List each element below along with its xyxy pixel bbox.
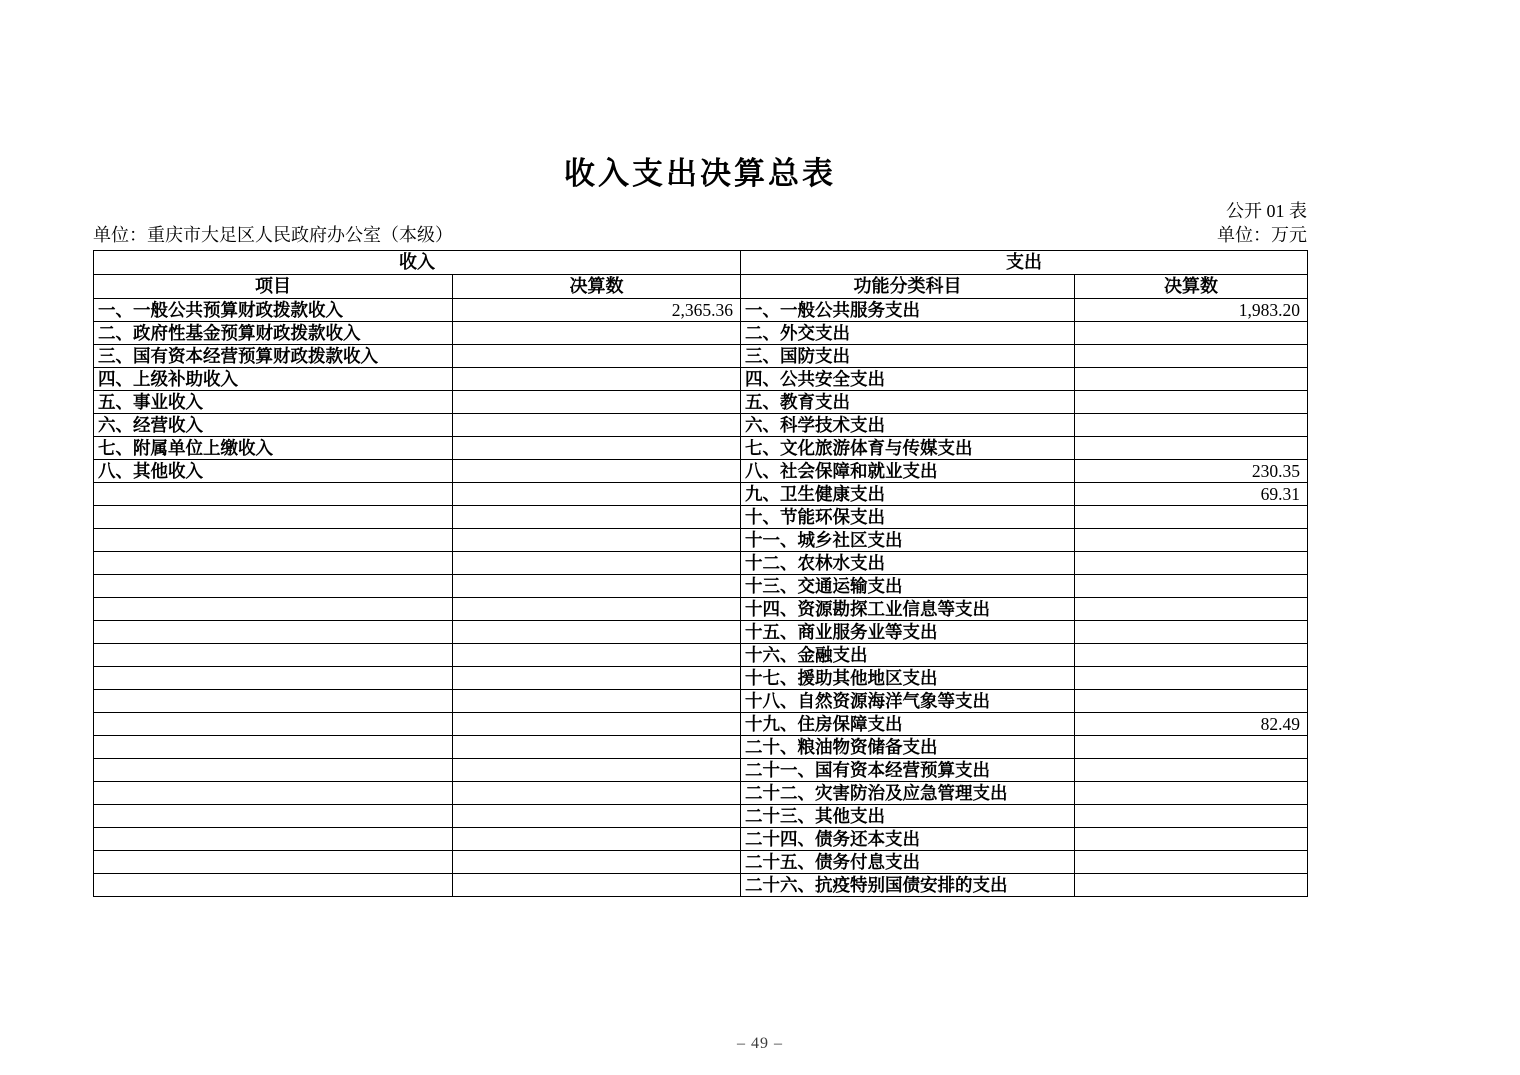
revenue-amount-cell (453, 505, 741, 528)
revenue-amount-cell (453, 873, 741, 896)
revenue-amount-cell (453, 367, 741, 390)
revenue-item-cell (94, 620, 453, 643)
expenditure-amount-cell (1075, 436, 1308, 459)
revenue-amount-cell (453, 643, 741, 666)
expenditure-item-cell: 一、一般公共服务支出 (741, 298, 1075, 321)
expenditure-item-cell: 二十三、其他支出 (741, 804, 1075, 827)
revenue-amount-cell (453, 413, 741, 436)
table-row (94, 482, 1308, 505)
expenditure-amount-cell (1075, 873, 1308, 896)
table-row (94, 804, 1308, 827)
revenue-item-cell (94, 505, 453, 528)
revenue-item-cell (94, 873, 453, 896)
expenditure-amount-cell: 1,983.20 (1075, 298, 1308, 321)
expenditure-item-cell: 十五、商业服务业等支出 (741, 620, 1075, 643)
revenue-item-cell (94, 574, 453, 597)
revenue-amount-cell (453, 321, 741, 344)
column-header-expenditure-item: 功能分类科目 (741, 274, 1075, 298)
expenditure-item-cell: 十三、交通运输支出 (741, 574, 1075, 597)
expenditure-amount-cell (1075, 574, 1308, 597)
revenue-amount-cell (453, 620, 741, 643)
expenditure-amount-cell (1075, 597, 1308, 620)
expenditure-item-cell: 三、国防支出 (741, 344, 1075, 367)
revenue-item-cell: 六、经营收入 (94, 413, 453, 436)
expenditure-item-cell: 十九、住房保障支出 (741, 712, 1075, 735)
expenditure-amount-cell (1075, 505, 1308, 528)
expenditure-item-cell: 十一、城乡社区支出 (741, 528, 1075, 551)
document-content (93, 0, 1307, 897)
column-header-revenue-amount: 决算数 (453, 274, 741, 298)
revenue-amount-cell (453, 758, 741, 781)
expenditure-item-cell: 二十六、抗疫特别国债安排的支出 (741, 873, 1075, 896)
expenditure-amount-cell (1075, 367, 1308, 390)
expenditure-amount-cell (1075, 804, 1308, 827)
expenditure-item-cell: 四、公共安全支出 (741, 367, 1075, 390)
page-number: – 49 – (737, 1035, 783, 1052)
expenditure-item-cell: 十、节能环保支出 (741, 505, 1075, 528)
table-row (94, 827, 1308, 850)
revenue-amount-cell (453, 344, 741, 367)
revenue-amount-cell (453, 436, 741, 459)
table-row (94, 298, 1308, 321)
table-row (94, 551, 1308, 574)
revenue-item-cell: 五、事业收入 (94, 390, 453, 413)
revenue-amount-cell (453, 850, 741, 873)
revenue-amount-cell (453, 574, 741, 597)
revenue-amount-cell (453, 735, 741, 758)
expenditure-amount-cell (1075, 643, 1308, 666)
revenue-item-cell (94, 850, 453, 873)
revenue-item-cell (94, 781, 453, 804)
revenue-item-cell: 七、附属单位上缴收入 (94, 436, 453, 459)
table-row (94, 390, 1308, 413)
table-row (94, 620, 1308, 643)
table-body (94, 298, 1308, 896)
expenditure-item-cell: 十六、金融支出 (741, 643, 1075, 666)
table-row (94, 643, 1308, 666)
table-row (94, 873, 1308, 896)
revenue-item-cell: 四、上级补助收入 (94, 367, 453, 390)
expenditure-amount-cell (1075, 850, 1308, 873)
expenditure-item-cell: 八、社会保障和就业支出 (741, 459, 1075, 482)
expenditure-amount-cell (1075, 390, 1308, 413)
table-row (94, 712, 1308, 735)
expenditure-item-cell: 二十、粮油物资储备支出 (741, 735, 1075, 758)
revenue-item-cell (94, 666, 453, 689)
revenue-amount-cell (453, 597, 741, 620)
expenditure-item-cell: 十七、援助其他地区支出 (741, 666, 1075, 689)
table-row (94, 689, 1308, 712)
expenditure-section-header: 支出 (741, 250, 1308, 274)
revenue-amount-cell (453, 551, 741, 574)
expenditure-item-cell: 七、文化旅游体育与传媒支出 (741, 436, 1075, 459)
revenue-item-cell (94, 482, 453, 505)
revenue-item-cell (94, 551, 453, 574)
expenditure-amount-cell (1075, 620, 1308, 643)
page-title: 收入支出决算总表 (564, 156, 836, 191)
expenditure-item-cell: 十二、农林水支出 (741, 551, 1075, 574)
table-row (94, 459, 1308, 482)
expenditure-item-cell: 六、科学技术支出 (741, 413, 1075, 436)
expenditure-amount-cell (1075, 781, 1308, 804)
revenue-amount-cell (453, 482, 741, 505)
section-header-row (94, 250, 1308, 274)
revenue-amount-cell (453, 827, 741, 850)
column-header-revenue-item: 项目 (94, 274, 453, 298)
revenue-item-cell (94, 597, 453, 620)
expenditure-amount-cell (1075, 528, 1308, 551)
revenue-item-cell: 八、其他收入 (94, 459, 453, 482)
revenue-item-cell (94, 528, 453, 551)
expenditure-amount-cell (1075, 758, 1308, 781)
table-row (94, 528, 1308, 551)
revenue-amount-cell (453, 666, 741, 689)
revenue-item-cell (94, 735, 453, 758)
table-row (94, 367, 1308, 390)
expenditure-amount-cell (1075, 689, 1308, 712)
revenue-item-cell (94, 827, 453, 850)
table-row (94, 321, 1308, 344)
expenditure-amount-cell (1075, 344, 1308, 367)
expenditure-amount-cell: 82.49 (1075, 712, 1308, 735)
revenue-item-cell (94, 689, 453, 712)
expenditure-item-cell: 五、教育支出 (741, 390, 1075, 413)
table-row (94, 436, 1308, 459)
expenditure-amount-cell: 230.35 (1075, 459, 1308, 482)
revenue-amount-cell: 2,365.36 (453, 298, 741, 321)
revenue-item-cell: 三、国有资本经营预算财政拨款收入 (94, 344, 453, 367)
expenditure-item-cell: 十四、资源勘探工业信息等支出 (741, 597, 1075, 620)
expenditure-item-cell: 二、外交支出 (741, 321, 1075, 344)
expenditure-amount-cell (1075, 551, 1308, 574)
revenue-item-cell: 二、政府性基金预算财政拨款收入 (94, 321, 453, 344)
table-row (94, 781, 1308, 804)
revenue-item-cell (94, 804, 453, 827)
currency-unit-label: 单位：万元 (1217, 225, 1307, 246)
revenue-item-cell (94, 712, 453, 735)
table-row (94, 850, 1308, 873)
meta-row (93, 225, 1307, 247)
table-row (94, 344, 1308, 367)
revenue-amount-cell (453, 390, 741, 413)
expenditure-item-cell: 二十一、国有资本经营预算支出 (741, 758, 1075, 781)
expenditure-item-cell: 九、卫生健康支出 (741, 482, 1075, 505)
expenditure-amount-cell: 69.31 (1075, 482, 1308, 505)
revenue-amount-cell (453, 528, 741, 551)
expenditure-amount-cell (1075, 413, 1308, 436)
revenue-amount-cell (453, 781, 741, 804)
expenditure-amount-cell (1075, 827, 1308, 850)
revenue-amount-cell (453, 459, 741, 482)
table-row (94, 597, 1308, 620)
expenditure-item-cell: 二十五、债务付息支出 (741, 850, 1075, 873)
revenue-amount-cell (453, 689, 741, 712)
table-code-label: 公开 01 表 (1226, 200, 1307, 221)
revenue-section-header: 收入 (94, 250, 741, 274)
column-header-expenditure-amount: 决算数 (1075, 274, 1308, 298)
revenue-item-cell (94, 758, 453, 781)
expenditure-item-cell: 二十二、灾害防治及应急管理支出 (741, 781, 1075, 804)
expenditure-item-cell: 二十四、债务还本支出 (741, 827, 1075, 850)
table-row (94, 413, 1308, 436)
column-header-row (94, 274, 1308, 298)
expenditure-amount-cell (1075, 735, 1308, 758)
table-row (94, 758, 1308, 781)
table-row (94, 505, 1308, 528)
revenue-item-cell: 一、一般公共预算财政拨款收入 (94, 298, 453, 321)
table-row (94, 735, 1308, 758)
expenditure-amount-cell (1075, 321, 1308, 344)
revenue-item-cell (94, 643, 453, 666)
expenditure-item-cell: 十八、自然资源海洋气象等支出 (741, 689, 1075, 712)
expenditure-amount-cell (1075, 666, 1308, 689)
unit-name-label: 单位：重庆市大足区人民政府办公室（本级） (93, 225, 453, 246)
budget-summary-table (93, 250, 1308, 897)
table-row (94, 666, 1308, 689)
revenue-amount-cell (453, 712, 741, 735)
revenue-amount-cell (453, 804, 741, 827)
table-row (94, 574, 1308, 597)
